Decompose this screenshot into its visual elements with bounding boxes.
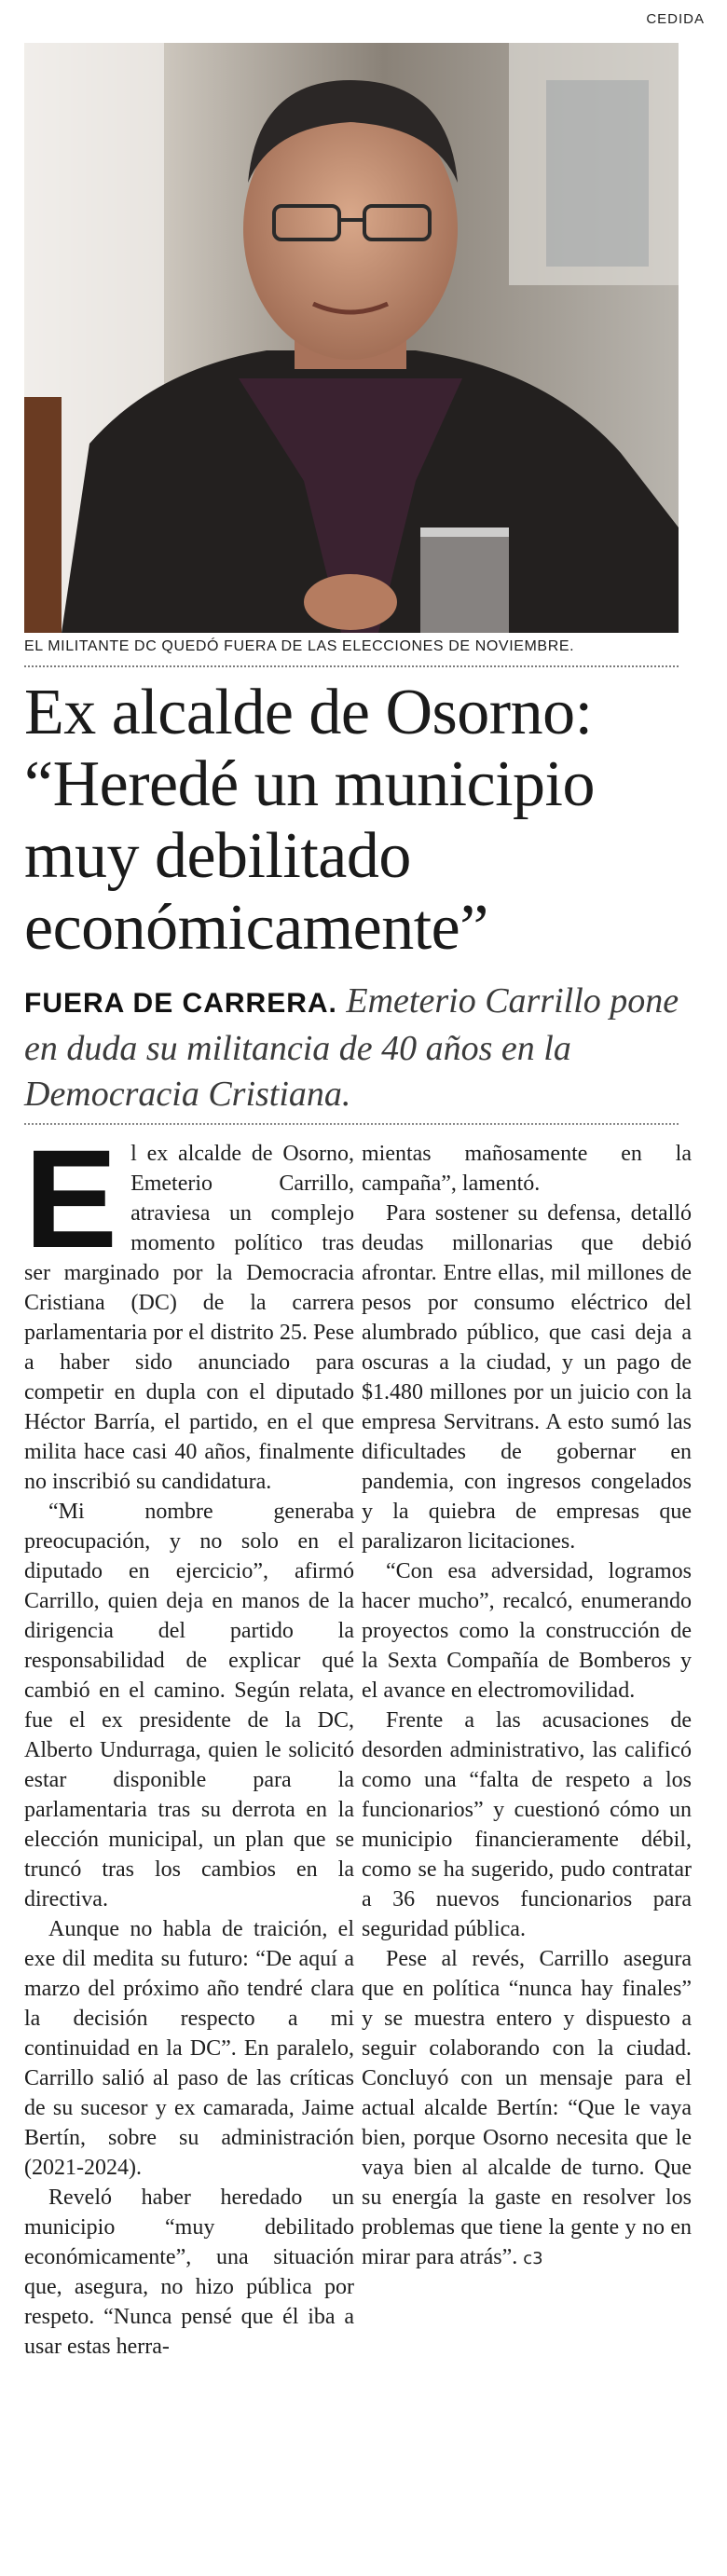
paragraph: [24, 1120, 354, 1497]
paragraph: Para sostener su defensa, detalló deudas millonarias que debió afrontar. Entre ellas, mil millones de pesos por consumo eléctrico del alumbrado público, que casi deja a oscuras a la ciudad, y un pago de $1.480 millones por un juicio con la empresa Servitrans. A esto sumó las dificultades de gobernar en pandemia, con ingresos congelados y la quiebra de empresas que paralizaron licitaciones.: [362, 1201, 692, 1554]
photo-credit: CEDIDA: [646, 11, 705, 27]
paragraph: Reveló haber heredado un municipio “muy debilitado económicamente”, una situación que, asegura, no hizo pública por respeto. “Nunca pensé que él iba a usar estas herra-: [24, 2185, 354, 2359]
article-column-right: [362, 1139, 692, 2274]
paragraph: [362, 1944, 692, 2274]
paragraph: “Mi nombre generaba preocupación, y no solo en el diputado en ejercicio”, afirmó Carrillo, quien deja en manos de la dirigencia del partido la responsabilidad de explicar qué cambió en el camino. Según relata, fue el ex presidente de la DC, Alberto Undurraga, quien le solicitó estar disponible para la parlamentaria tras su derrota en la elección municipal, un plan que se truncó tras los cambios en la directiva.: [24, 1500, 354, 1911]
paragraph-text: l ex alcalde de Osorno, Emeterio Carrillo, atraviesa un complejo momento político tras ser marginado por la Democracia Cristiana (DC) de la carrera parlamentaria por el distrito 25. Pese a haber sido anunciado para competir en dupla con el diputado Héctor Barría, el partido, en el que milita hace casi 40 años, finalmente no inscribió su candidatura.: [24, 1142, 354, 1494]
paragraph: mientas mañosamente en la campaña”, lamentó.: [362, 1142, 692, 1196]
paragraph: Aunque no habla de traición, el exe dil medita su futuro: “De aquí a marzo del próximo año tendré clara la decisión respecto a mi continuidad en la DC”. En paralelo, Carrillo salió al paso de las críticas de su sucesor y ex camarada, Jaime Bertín, sobre su administración (2021-2024).: [24, 1917, 354, 2180]
headline: Ex alcalde de Osorno: “Heredé un municipio muy debilitado económicamente”: [24, 677, 596, 964]
deck-kicker: FUERA DE CARRERA.: [24, 988, 337, 1019]
deck: [24, 979, 695, 1117]
paragraph: “Con esa adversidad, logramos hacer mucho”, recalcó, enumerando proyectos como la construcción de la Sexta Compañía de Bomberos y el avance en electromovilidad.: [362, 1559, 692, 1703]
end-mark-icon: ᴄ3: [523, 2249, 543, 2268]
paragraph: Frente a las acusaciones de desorden administrativo, las calificó como una “falta de respeto a los funcionarios” y cuestionó cómo un municipio financieramente débil, como se ha sugerido, pudo contratar a 36 nuevos funcionarios para seguridad pública.: [362, 1708, 692, 1941]
article-photo: [24, 43, 679, 633]
dropcap: E: [24, 1120, 118, 1277]
divider: [24, 1123, 679, 1125]
article-column-left: [24, 1120, 354, 2362]
portrait-image: [24, 43, 679, 633]
photo-caption: EL MILITANTE DC QUEDÓ FUERA DE LAS ELECCIONES DE NOVIEMBRE.: [24, 636, 679, 667]
deck-text: Emeterio Carrillo pone en duda su militancia de 40 años en la Democracia Cristiana.: [24, 981, 679, 1114]
paragraph-text: Pese al revés, Carrillo asegura que en política “nunca hay finales” y se muestra entero y dispuesto a seguir colaborando con la ciudad. Concluyó con un mensaje para el actual alcalde Bertín: “Que le vaya bien, porque Osorno necesita que le vaya bien al alcalde de turno. Que su energía la gaste en resolver los problemas que tiene la gente y no en mirar para atrás”.: [362, 1947, 692, 2269]
